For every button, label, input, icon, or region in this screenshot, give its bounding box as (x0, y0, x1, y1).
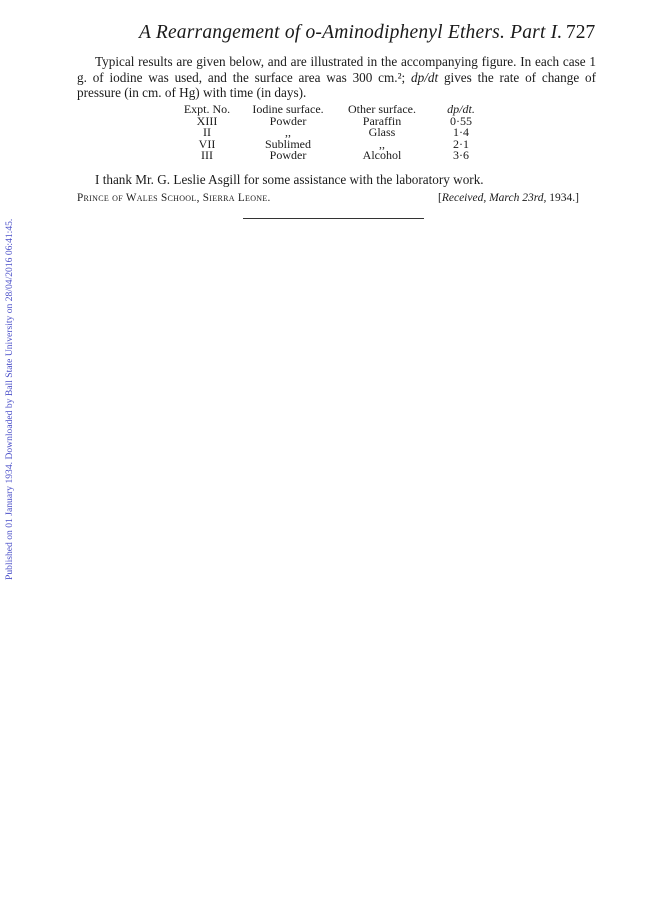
header-iodine-surface: Iodine surface. (252, 102, 324, 116)
received-open: [ (438, 192, 442, 204)
cell-expt: II (203, 125, 211, 140)
cell-expt: VII (198, 136, 216, 151)
cell-other: Alcohol (362, 148, 402, 163)
cell-iodine: Sublimed (264, 136, 311, 151)
page-header (0, 22, 672, 46)
cell-other: Glass (368, 125, 396, 140)
table-row (176, 139, 496, 151)
cell-expt: III (201, 148, 213, 163)
table-row (176, 150, 496, 162)
cell-expt: XIII (196, 113, 218, 128)
intro-paragraph (77, 54, 596, 101)
received-year: 1934.] (549, 192, 579, 204)
results-table (176, 104, 496, 162)
cell-iodine: ,, (285, 125, 291, 140)
received-label: Received, (441, 192, 487, 204)
cell-dpdt: 0·55 (450, 113, 472, 128)
header-dpdt: dp/dt. (447, 102, 475, 116)
cell-iodine: Powder (269, 113, 307, 128)
running-title: A Rearrangement of o-Aminodiphenyl Ethers. Part I. (139, 22, 563, 43)
page-number: 727 (566, 22, 596, 43)
intro-text-2: gives the rate of change of pressure (in cm. of Hg) with time (in days). (77, 69, 596, 101)
received-date (438, 192, 579, 204)
download-notice: Published on 01 January 1934. Downloaded by Ball State University on 28/04/2016 06:41:45. (4, 218, 15, 580)
cell-iodine: Powder (269, 148, 307, 163)
cell-dpdt: 3·6 (453, 148, 469, 163)
cell-other: Paraffin (362, 113, 402, 128)
end-rule (243, 218, 424, 219)
table-row (176, 116, 496, 128)
cell-dpdt: 2·1 (453, 136, 469, 151)
acknowledgement: I thank Mr. G. Leslie Asgill for some assistance with the laboratory work. (95, 172, 484, 187)
cell-other: ,, (379, 136, 385, 151)
dpdt-symbol: dp/dt (411, 69, 439, 85)
table-header-row (176, 104, 496, 116)
received-date-text: March 23rd, (489, 192, 547, 204)
header-expt-no: Expt. No. (183, 102, 231, 116)
header-other-surface: Other surface. (348, 102, 416, 116)
intro-text-1: Typical results are given below, and are illustrated in the accompanying figure. In each case 1 g. of iodine was used, and the surface area was 300 cm.²; (77, 54, 596, 85)
cell-dpdt: 1·4 (453, 125, 469, 140)
table-row (176, 127, 496, 139)
affiliation: Prince of Wales School, Sierra Leone. (77, 192, 271, 204)
